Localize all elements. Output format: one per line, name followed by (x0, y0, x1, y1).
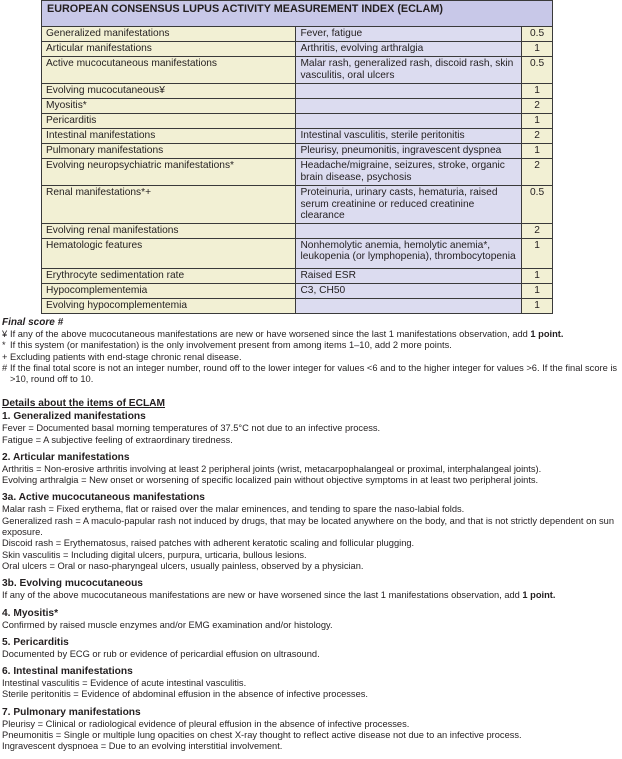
section-line: Fever = Documented basal morning temperatures of 37.5°C not due to an infective process. (2, 423, 381, 434)
score-cell: 2 (522, 223, 553, 238)
table-row (42, 186, 553, 224)
table-row (42, 144, 553, 159)
footnote-mark: + (2, 351, 8, 362)
score-cell: 1 (522, 238, 553, 268)
score-cell: 0.5 (522, 27, 553, 42)
footnote-bold: 1 point. (530, 329, 564, 340)
detail-section (2, 411, 622, 446)
detail-section (2, 666, 622, 701)
section-title: 5. Pericarditis (2, 636, 69, 648)
footnote (2, 363, 622, 385)
item-cell: Evolving hypocomplementemia (42, 298, 296, 313)
table-row (42, 84, 553, 99)
detail-section (2, 707, 622, 753)
score-cell: 2 (522, 129, 553, 144)
score-cell: 0.5 (522, 57, 553, 84)
score-cell: 1 (522, 283, 553, 298)
section-title: 2. Articular manifestations (2, 451, 130, 463)
footnote (2, 329, 622, 340)
table-row (42, 114, 553, 129)
table-row (42, 57, 553, 84)
description-cell: Pleurisy, pneumonitis, ingravescent dyspnea (296, 144, 522, 159)
table-row (42, 129, 553, 144)
description-cell: Nonhemolytic anemia, hemolytic anemia*, leukopenia (or lymphopenia), thrombocytopenia (296, 238, 522, 268)
item-cell: Active mucocutaneous manifestations (42, 57, 296, 84)
description-cell: Proteinuria, urinary casts, hematuria, raised serum creatinine or reduced creatinine clearance (296, 186, 522, 224)
table-row (42, 99, 553, 114)
footnote-text: If any of the above mucocutaneous manifestations are new or have worsened since the last 1 manifestations observation, add (10, 329, 531, 340)
description-cell (296, 298, 522, 313)
section-line: Discoid rash = Erythematosus, raised patches with adherent keratotic scaling and follicular plugging. (2, 538, 415, 549)
description-cell (296, 99, 522, 114)
score-cell: 2 (522, 99, 553, 114)
description-cell: Malar rash, generalized rash, discoid rash, skin vasculitis, oral ulcers (296, 57, 522, 84)
description-cell (296, 223, 522, 238)
footnote-text: If the final total score is not an integer number, round off to the lower integer for values <6 and to the higher integer for values >6. If the final score is >10, round off to 10. (10, 362, 618, 385)
table-row (42, 298, 553, 313)
section-line: Malar rash = Fixed erythema, flat or raised over the malar eminences, and tending to spare the naso-labial folds. (2, 504, 465, 515)
section-line: Confirmed by raised muscle enzymes and/or EMG examination and/or histology. (2, 619, 333, 630)
footnote (2, 340, 622, 351)
footnote-mark: ¥ (2, 329, 8, 340)
score-cell: 1 (522, 298, 553, 313)
detail-section (2, 608, 622, 631)
description-cell: Intestinal vasculitis, sterile peritonitis (296, 129, 522, 144)
section-line: Pleurisy = Clinical or radiological evidence of pleural effusion in the absence of infective processes. (2, 718, 410, 729)
footnote-text: If this system (or manifestation) is the only involvement present from among items 1–10, add 2 more points. (10, 340, 452, 351)
footnotes (2, 317, 622, 385)
score-cell: 0.5 (522, 186, 553, 224)
item-cell: Evolving mucocutaneous¥ (42, 84, 296, 99)
section-line: Oral ulcers = Oral or naso-pharyngeal ulcers, usually painless, observed by a physician. (2, 560, 364, 571)
description-cell: Raised ESR (296, 268, 522, 283)
table-row (42, 159, 553, 186)
footnote-text: Excluding patients with end-stage chronic renal disease. (10, 351, 242, 362)
detail-section (2, 452, 622, 487)
score-cell: 1 (522, 42, 553, 57)
footnote-mark: * (2, 340, 6, 351)
section-title: 3a. Active mucocutaneous manifestations (2, 492, 205, 504)
section-line: Documented by ECG or rub or evidence of pericardial effusion on ultrasound. (2, 648, 320, 659)
section-line: Pneumonitis = Single or multiple lung opacities on chest X-ray thought to reflect active disease not due to an infective process. (2, 730, 522, 741)
detail-section (2, 637, 622, 660)
score-cell: 1 (522, 84, 553, 99)
score-cell: 2 (522, 159, 553, 186)
item-cell: Myositis* (42, 99, 296, 114)
description-cell: Arthritis, evolving arthralgia (296, 42, 522, 57)
final-score-label: Final score # (2, 317, 64, 328)
item-cell: Hematologic features (42, 238, 296, 268)
item-cell: Evolving renal manifestations (42, 223, 296, 238)
table-row (42, 268, 553, 283)
section-line: Ingravescent dyspnoea = Due to an evolving interstitial involvement. (2, 741, 283, 752)
item-cell: Generalized manifestations (42, 27, 296, 42)
section-line: Intestinal vasculitis = Evidence of acute intestinal vasculitis. (2, 678, 247, 689)
item-cell: Renal manifestations*+ (42, 186, 296, 224)
table-title: EUROPEAN CONSENSUS LUPUS ACTIVITY MEASUREMENT INDEX (ECLAM) (42, 1, 553, 27)
footnote (2, 352, 622, 363)
detail-section (2, 578, 622, 601)
table-row (42, 223, 553, 238)
item-cell: Articular manifestations (42, 42, 296, 57)
section-line: Evolving arthralgia = New onset or worsening of specific localized pain without objective symptoms in at least two peripheral joints. (2, 475, 539, 486)
description-cell (296, 114, 522, 129)
footnote-mark: # (2, 362, 8, 373)
item-cell: Hypocomplementemia (42, 283, 296, 298)
table-row (42, 238, 553, 268)
details-heading: Details about the items of ECLAM (2, 398, 166, 409)
item-cell: Evolving neuropsychiatric manifestations* (42, 159, 296, 186)
item-cell: Erythrocyte sedimentation rate (42, 268, 296, 283)
description-cell: C3, CH50 (296, 283, 522, 298)
section-line: Skin vasculitis = Including digital ulcers, purpura, urticaria, bullous lesions. (2, 549, 307, 560)
description-cell: Fever, fatigue (296, 27, 522, 42)
description-cell (296, 84, 522, 99)
details-section (2, 398, 622, 759)
item-cell: Pulmonary manifestations (42, 144, 296, 159)
table-row (42, 27, 553, 42)
detail-section (2, 492, 622, 572)
section-title: 4. Myositis* (2, 607, 59, 619)
item-cell: Intestinal manifestations (42, 129, 296, 144)
section-line: Fatigue = A subjective feeling of extraordinary tiredness. (2, 434, 233, 445)
score-cell: 1 (522, 268, 553, 283)
section-line: If any of the above mucocutaneous manifestations are new or have worsened since the last 1 manifestations observation, add 1 point. (2, 590, 556, 601)
table-row (42, 42, 553, 57)
bold-text: 1 point. (522, 590, 556, 601)
item-cell: Pericarditis (42, 114, 296, 129)
section-line: Generalized rash = A maculo-papular rash not induced by drugs, that may be located anywhere on the body, and that is not strictly dependent on sun exposure. (2, 515, 614, 538)
score-cell: 1 (522, 144, 553, 159)
section-title: 6. Intestinal manifestations (2, 666, 133, 678)
section-title: 3b. Evolving mucocutaneous (2, 578, 143, 590)
description-cell: Headache/migraine, seizures, stroke, organic brain disease, psychosis (296, 159, 522, 186)
section-title: 7. Pulmonary manifestations (2, 706, 141, 718)
section-line: Arthritis = Non-erosive arthritis involving at least 2 peripheral joints (wrist, metacarpophalangeal or proximal, interphalangeal joints). (2, 463, 542, 474)
table-row (42, 283, 553, 298)
section-title: 1. Generalized manifestations (2, 411, 146, 423)
section-line: Sterile peritonitis = Evidence of abdominal effusion in the absence of infective processes. (2, 689, 368, 700)
score-cell: 1 (522, 114, 553, 129)
eclam-table (41, 0, 553, 314)
